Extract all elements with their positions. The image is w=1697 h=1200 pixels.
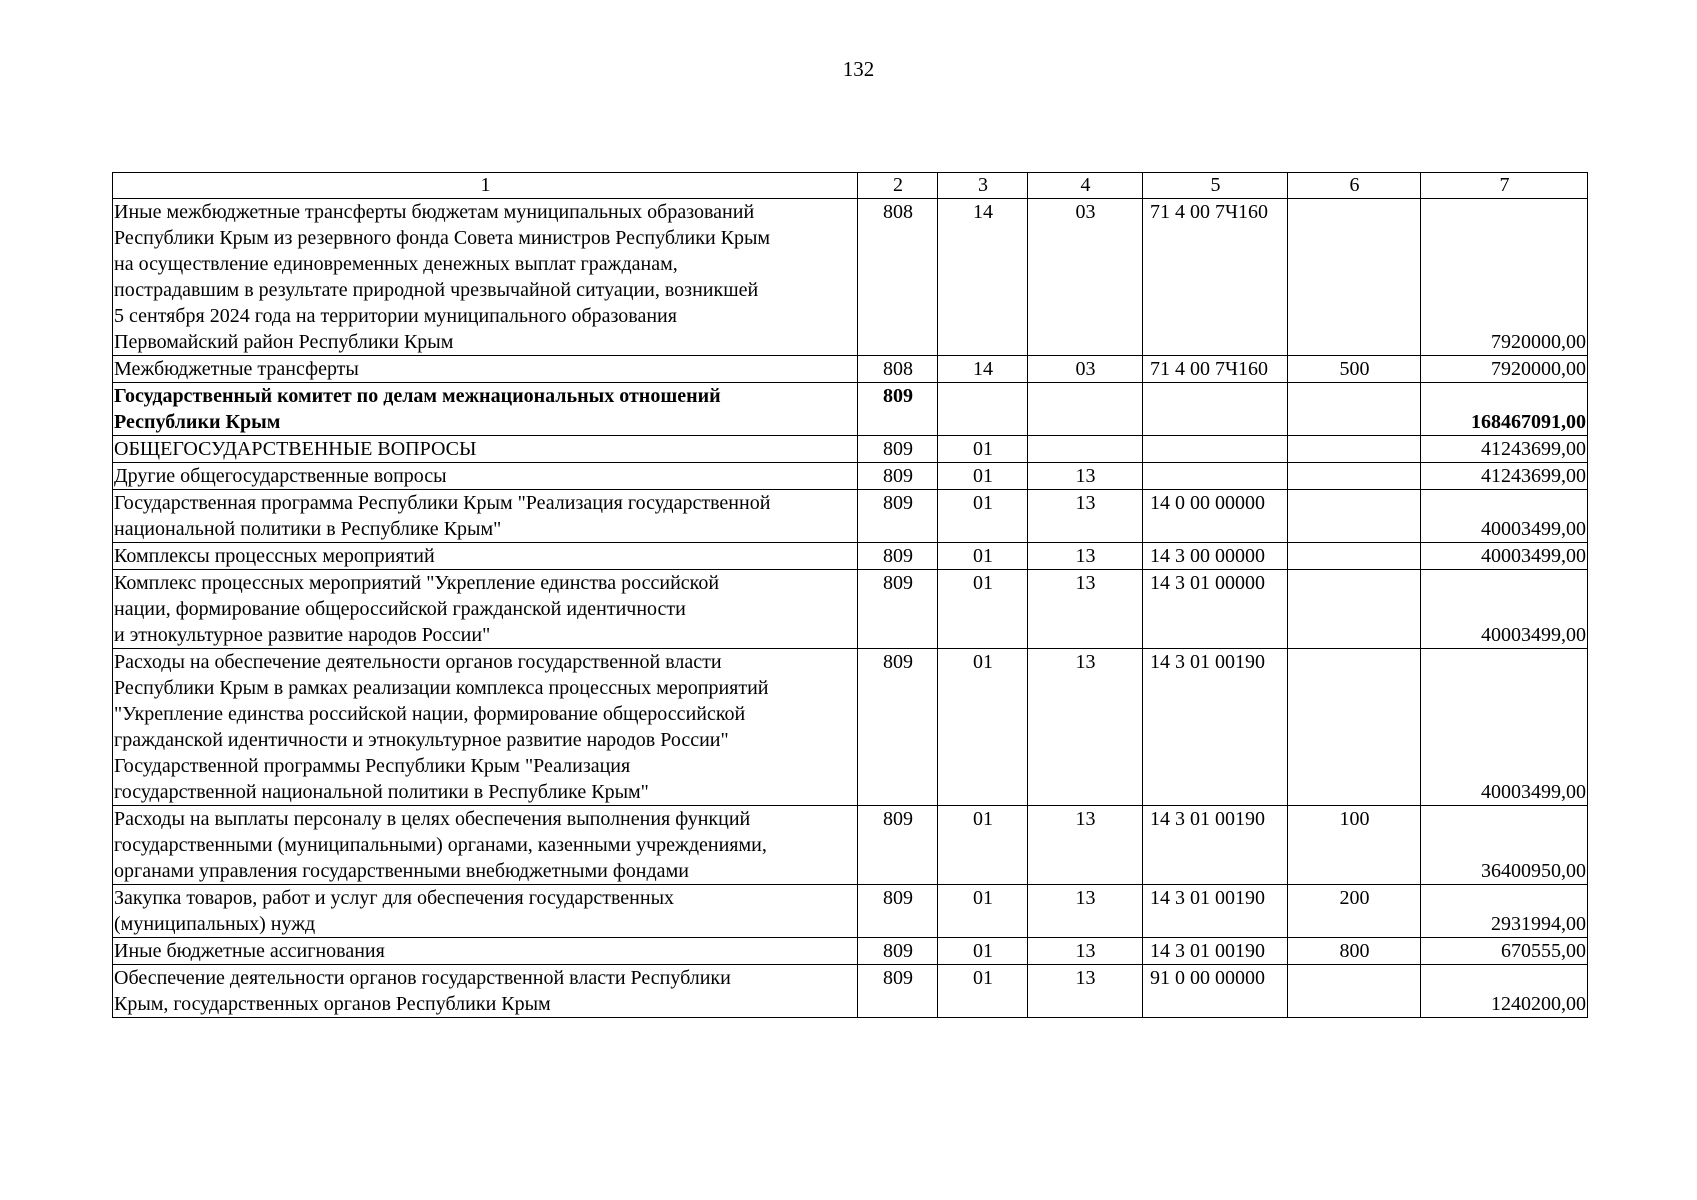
table-row bbox=[113, 356, 1588, 383]
expense-type-code bbox=[1288, 463, 1421, 490]
description-line: Другие общегосударственные вопросы bbox=[114, 465, 447, 487]
section-code: 01 bbox=[938, 885, 1028, 938]
amount: 40003499,00 bbox=[1421, 649, 1588, 806]
ministry-code: 809 bbox=[858, 463, 938, 490]
ministry-code: 808 bbox=[858, 356, 938, 383]
amount: 41243699,00 bbox=[1421, 463, 1588, 490]
table-row bbox=[113, 543, 1588, 570]
description-line: национальной политики в Республике Крым" bbox=[114, 518, 502, 540]
description-line: "Укрепление единства российской нации, формирование общероссийской bbox=[114, 703, 746, 725]
description-line: 5 сентября 2024 года на территории муниципального образования bbox=[114, 305, 677, 327]
section-code: 01 bbox=[938, 490, 1028, 543]
amount: 2931994,00 bbox=[1421, 885, 1588, 938]
ministry-code: 809 bbox=[858, 885, 938, 938]
column-header-6: 6 bbox=[1288, 173, 1421, 199]
amount: 36400950,00 bbox=[1421, 806, 1588, 885]
column-header-3: 3 bbox=[938, 173, 1028, 199]
section-code: 01 bbox=[938, 463, 1028, 490]
ministry-code: 809 bbox=[858, 490, 938, 543]
description-line: органами управления государственными внебюджетными фондами bbox=[114, 860, 689, 882]
expense-type-code: 800 bbox=[1288, 938, 1421, 965]
amount: 7920000,00 bbox=[1421, 199, 1588, 356]
ministry-code: 809 bbox=[858, 649, 938, 806]
ministry-code: 809 bbox=[858, 806, 938, 885]
subsection-code: 13 bbox=[1028, 543, 1143, 570]
item-description bbox=[113, 436, 858, 463]
table-row bbox=[113, 885, 1588, 938]
amount: 40003499,00 bbox=[1421, 543, 1588, 570]
expense-type-code: 200 bbox=[1288, 885, 1421, 938]
description-line: и этнокультурное развитие народов России" bbox=[114, 624, 491, 646]
table-row bbox=[113, 436, 1588, 463]
subsection-code: 13 bbox=[1028, 649, 1143, 806]
target-article-code: 14 3 01 00190 bbox=[1143, 938, 1288, 965]
amount: 1240200,00 bbox=[1421, 965, 1588, 1018]
section-code: 01 bbox=[938, 649, 1028, 806]
subsection-code: 03 bbox=[1028, 199, 1143, 356]
item-description bbox=[113, 463, 858, 490]
description-line: гражданской идентичности и этнокультурное развитие народов России" bbox=[114, 729, 729, 751]
table-header-row bbox=[113, 173, 1588, 199]
description-line: Межбюджетные трансферты bbox=[114, 358, 359, 380]
column-header-2: 2 bbox=[858, 173, 938, 199]
description-line: Республики Крым bbox=[114, 411, 281, 433]
subsection-code bbox=[1028, 383, 1143, 436]
description-line: Комплексы процессных мероприятий bbox=[114, 545, 435, 567]
target-article-code: 14 3 01 00190 bbox=[1143, 806, 1288, 885]
description-line: Иные бюджетные ассигнования bbox=[114, 940, 385, 962]
budget-table bbox=[112, 172, 1588, 1018]
amount: 40003499,00 bbox=[1421, 490, 1588, 543]
table-row bbox=[113, 649, 1588, 806]
amount: 7920000,00 bbox=[1421, 356, 1588, 383]
amount: 168467091,00 bbox=[1421, 383, 1588, 436]
subsection-code: 13 bbox=[1028, 463, 1143, 490]
description-line: государственной национальной политики в Республике Крым" bbox=[114, 781, 649, 803]
target-article-code: 71 4 00 7Ч160 bbox=[1143, 199, 1288, 356]
item-description bbox=[113, 649, 858, 806]
ministry-code: 809 bbox=[858, 436, 938, 463]
description-line: Государственной программы Республики Крым "Реализация bbox=[114, 755, 631, 777]
item-description bbox=[113, 356, 858, 383]
item-description bbox=[113, 806, 858, 885]
section-code bbox=[938, 383, 1028, 436]
table-row bbox=[113, 938, 1588, 965]
item-description bbox=[113, 543, 858, 570]
description-line: Республики Крым из резервного фонда Совета министров Республики Крым bbox=[114, 227, 771, 249]
subsection-code: 13 bbox=[1028, 570, 1143, 649]
table-row bbox=[113, 806, 1588, 885]
target-article-code: 71 4 00 7Ч160 bbox=[1143, 356, 1288, 383]
item-description bbox=[113, 570, 858, 649]
section-code: 01 bbox=[938, 543, 1028, 570]
expense-type-code bbox=[1288, 649, 1421, 806]
target-article-code: 14 3 01 00190 bbox=[1143, 649, 1288, 806]
target-article-code: 14 0 00 00000 bbox=[1143, 490, 1288, 543]
section-code: 14 bbox=[938, 356, 1028, 383]
expense-type-code bbox=[1288, 570, 1421, 649]
description-line: Расходы на обеспечение деятельности органов государственной власти bbox=[114, 651, 722, 673]
target-article-code: 14 3 01 00000 bbox=[1143, 570, 1288, 649]
section-code: 01 bbox=[938, 938, 1028, 965]
section-code: 01 bbox=[938, 436, 1028, 463]
description-line: Государственная программа Республики Крым "Реализация государственной bbox=[114, 492, 771, 514]
table-row bbox=[113, 490, 1588, 543]
column-header-4: 4 bbox=[1028, 173, 1143, 199]
section-code: 01 bbox=[938, 806, 1028, 885]
description-line: на осуществление единовременных денежных выплат гражданам, bbox=[114, 253, 678, 275]
description-line: государственными (муниципальными) органами, казенными учреждениями, bbox=[114, 834, 767, 856]
ministry-code: 809 bbox=[858, 965, 938, 1018]
column-header-5: 5 bbox=[1143, 173, 1288, 199]
description-line: Расходы на выплаты персоналу в целях обеспечения выполнения функций bbox=[114, 808, 751, 830]
column-header-7: 7 bbox=[1421, 173, 1588, 199]
item-description bbox=[113, 383, 858, 436]
section-code: 01 bbox=[938, 965, 1028, 1018]
description-line: нации, формирование общероссийской гражданской идентичности bbox=[114, 598, 686, 620]
table-row bbox=[113, 199, 1588, 356]
amount: 40003499,00 bbox=[1421, 570, 1588, 649]
description-line: Закупка товаров, работ и услуг для обеспечения государственных bbox=[114, 887, 675, 909]
table-row bbox=[113, 965, 1588, 1018]
subsection-code: 03 bbox=[1028, 356, 1143, 383]
subsection-code: 13 bbox=[1028, 885, 1143, 938]
expense-type-code bbox=[1288, 490, 1421, 543]
subsection-code bbox=[1028, 436, 1143, 463]
item-description bbox=[113, 965, 858, 1018]
item-description bbox=[113, 938, 858, 965]
description-line: Иные межбюджетные трансферты бюджетам муниципальных образований bbox=[114, 201, 755, 223]
expense-type-code bbox=[1288, 383, 1421, 436]
description-line: (муниципальных) нужд bbox=[114, 913, 316, 935]
item-description bbox=[113, 885, 858, 938]
ministry-code: 808 bbox=[858, 199, 938, 356]
description-line: Комплекс процессных мероприятий "Укрепление единства российской bbox=[114, 572, 720, 594]
table-row bbox=[113, 570, 1588, 649]
description-line: Республики Крым в рамках реализации комплекса процессных мероприятий bbox=[114, 677, 769, 699]
expense-type-code bbox=[1288, 543, 1421, 570]
ministry-code: 809 bbox=[858, 383, 938, 436]
column-header-1: 1 bbox=[113, 173, 858, 199]
amount: 670555,00 bbox=[1421, 938, 1588, 965]
item-description bbox=[113, 490, 858, 543]
expense-type-code bbox=[1288, 436, 1421, 463]
target-article-code: 14 3 00 00000 bbox=[1143, 543, 1288, 570]
subsection-code: 13 bbox=[1028, 490, 1143, 543]
expense-type-code: 500 bbox=[1288, 356, 1421, 383]
table-row bbox=[113, 463, 1588, 490]
table-row bbox=[113, 383, 1588, 436]
ministry-code: 809 bbox=[858, 938, 938, 965]
description-line: ОБЩЕГОСУДАРСТВЕННЫЕ ВОПРОСЫ bbox=[114, 438, 477, 460]
target-article-code: 14 3 01 00190 bbox=[1143, 885, 1288, 938]
subsection-code: 13 bbox=[1028, 938, 1143, 965]
description-line: Государственный комитет по делам межнациональных отношений bbox=[114, 385, 721, 407]
page-number: 132 bbox=[842, 57, 875, 81]
subsection-code: 13 bbox=[1028, 965, 1143, 1018]
target-article-code bbox=[1143, 463, 1288, 490]
expense-type-code bbox=[1288, 199, 1421, 356]
target-article-code: 91 0 00 00000 bbox=[1143, 965, 1288, 1018]
item-description bbox=[113, 199, 858, 356]
description-line: Крым, государственных органов Республики Крым bbox=[114, 993, 551, 1015]
description-line: пострадавшим в результате природной чрезвычайной ситуации, возникшей bbox=[114, 279, 759, 301]
target-article-code bbox=[1143, 383, 1288, 436]
subsection-code: 13 bbox=[1028, 806, 1143, 885]
expense-type-code: 100 bbox=[1288, 806, 1421, 885]
ministry-code: 809 bbox=[858, 570, 938, 649]
amount: 41243699,00 bbox=[1421, 436, 1588, 463]
ministry-code: 809 bbox=[858, 543, 938, 570]
expense-type-code bbox=[1288, 965, 1421, 1018]
section-code: 14 bbox=[938, 199, 1028, 356]
target-article-code bbox=[1143, 436, 1288, 463]
section-code: 01 bbox=[938, 570, 1028, 649]
description-line: Обеспечение деятельности органов государственной власти Республики bbox=[114, 967, 731, 989]
description-line: Первомайский район Республики Крым bbox=[114, 331, 454, 353]
